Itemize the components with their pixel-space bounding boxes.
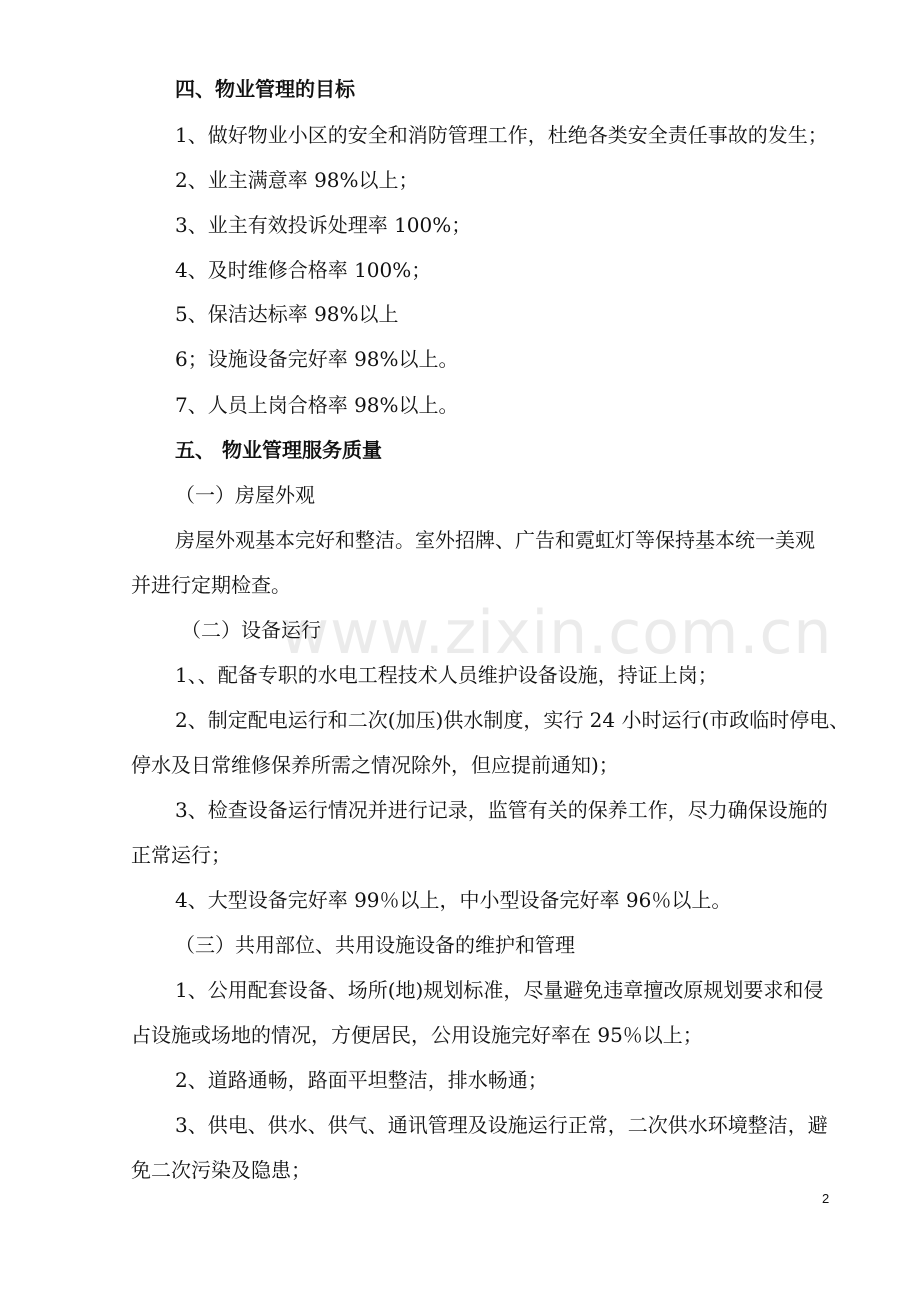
equipment-item-3: 3、检查设备运行情况并进行记录，监管有关的保养工作，尽力确保设施的 — [175, 798, 828, 822]
paragraph-line: 占设施或场地的情况，方便居民，公用设施完好率在 95％以上； — [131, 1023, 703, 1047]
subsection-heading-common-facilities: （三）共用部位、共用设施设备的维护和管理 — [175, 933, 575, 957]
goal-item-7: 7、人员上岗合格率 98%以上。 — [175, 393, 459, 417]
facilities-item-3: 3、供电、供水、供气、通讯管理及设施运行正常，二次供水环境整洁，避 — [175, 1113, 828, 1137]
goal-item-6: 6；设施设备完好率 98%以上。 — [175, 347, 459, 371]
watermark: www.zixin.com.cn — [280, 598, 833, 668]
goal-item-1: 1、做好物业小区的安全和消防管理工作，杜绝各类安全责任事故的发生； — [175, 123, 828, 147]
paragraph-line: 房屋外观基本完好和整洁。室外招牌、广告和霓虹灯等保持基本统一美观 — [175, 528, 815, 552]
equipment-item-4: 4、大型设备完好率 99％以上，中小型设备完好率 96％以上。 — [175, 888, 732, 912]
goal-item-5: 5、保洁达标率 98%以上 — [175, 302, 399, 326]
paragraph-line: 免二次污染及隐患； — [131, 1158, 311, 1182]
facilities-item-1: 1、公用配套设备、场所(地)规划标准，尽量避免违章擅改原规划要求和侵 — [175, 978, 824, 1002]
paragraph-line: 正常运行； — [131, 843, 231, 867]
facilities-item-2: 2、道路通畅，路面平坦整洁，排水畅通； — [175, 1068, 548, 1092]
section-heading-goals: 四、物业管理的目标 — [175, 77, 355, 101]
paragraph-line: 并进行定期检查。 — [131, 573, 291, 597]
goal-item-3: 3、业主有效投诉处理率 100%； — [175, 213, 472, 237]
subsection-heading-exterior: （一）房屋外观 — [175, 483, 315, 507]
equipment-item-2: 2、制定配电运行和二次(加压)供水制度，实行 24 小时运行(市政临时停电、 — [175, 708, 850, 732]
subsection-heading-equipment: （二）设备运行 — [181, 618, 321, 642]
page-number: 2 — [822, 1191, 830, 1206]
goal-item-2: 2、业主满意率 98%以上； — [175, 168, 419, 192]
paragraph-line: 停水及日常维修保养所需之情况除外，但应提前通知)； — [131, 753, 619, 777]
equipment-item-1: 1、、配备专职的水电工程技术人员维护设备设施，持证上岗； — [175, 663, 718, 687]
goal-item-4: 4、及时维修合格率 100%； — [175, 258, 432, 282]
section-heading-service-quality: 五、 物业管理服务质量 — [175, 438, 382, 462]
